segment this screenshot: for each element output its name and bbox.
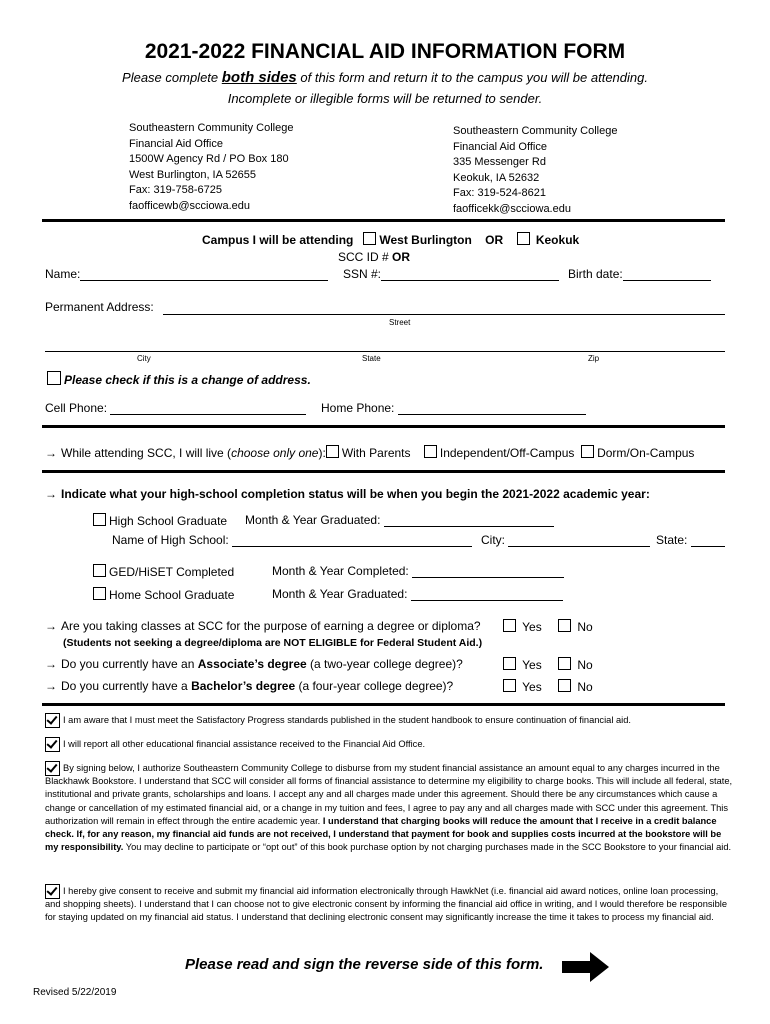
- home-phone-row: Home Phone:: [321, 401, 586, 415]
- associate-question: → Do you currently have an Associate’s degree (a two-year college degree)?: [45, 657, 463, 671]
- state-caption: State: [362, 354, 381, 363]
- home-school-checkbox[interactable]: [93, 587, 106, 600]
- street-caption: Street: [389, 318, 411, 327]
- office-line: 335 Messenger Rd: [453, 156, 546, 168]
- city-state-zip-field[interactable]: [45, 351, 725, 352]
- revision-date: Revised 5/22/2019: [33, 987, 117, 998]
- hs-month-year-row: Month & Year Graduated:: [245, 513, 554, 527]
- office-line: Fax: 319-758-6725: [129, 184, 222, 196]
- office-email: faofficekk@scciowa.edu: [453, 202, 571, 215]
- arrow-right-icon: →: [45, 487, 57, 501]
- hs-state-field[interactable]: [691, 534, 725, 547]
- bachelor-yes-checkbox[interactable]: [503, 679, 516, 692]
- living-arrangement-row: → While attending SCC, I will live (choose only one): With Parents Independent/Off-Campus Dorm/On-Campus: [45, 446, 695, 460]
- hs-name-row: Name of High School:: [112, 533, 472, 547]
- hs-graduate-checkbox[interactable]: [93, 513, 106, 526]
- office-line: Financial Aid Office: [129, 137, 223, 150]
- office-line: Keokuk, IA 52632: [453, 171, 540, 184]
- arrow-right-icon: →: [45, 446, 57, 460]
- degree-seeking-question: → Are you taking classes at SCC for the purpose of earning a degree or diploma?: [45, 619, 481, 633]
- ssn-field[interactable]: [381, 268, 559, 281]
- section-divider: [42, 703, 725, 706]
- hs-state-row: State:: [656, 533, 725, 547]
- street-field[interactable]: [163, 314, 725, 315]
- arrow-right-icon: →: [45, 657, 57, 671]
- office-line: 1500W Agency Rd / PO Box 180: [129, 153, 289, 165]
- reverse-side-notice: Please read and sign the reverse side of this form.: [185, 956, 544, 973]
- cell-phone-row: Cell Phone:: [45, 401, 306, 415]
- permanent-address-label: Permanent Address:: [45, 300, 154, 314]
- degree-seeking-yes-checkbox[interactable]: [503, 619, 516, 632]
- checked-checkbox-icon[interactable]: [45, 761, 60, 776]
- keokuk-checkbox[interactable]: [517, 232, 530, 245]
- hs-status-question: → Indicate what your high-school completion status will be when you begin the 2021-2022 academic year:: [45, 487, 650, 501]
- name-row: Name:: [45, 267, 328, 281]
- office-line: Southeastern Community College: [129, 122, 294, 134]
- agreement-bookstore: By signing below, I authorize Southeastern Community College to disburse from my student financial assistance an amount equal to any charges incurred in the Blackhawk Bookstore. I understand that SCC will consider all forms of financial assistance to determine my eligibility to charge books. This will include all federal, state, institutional and private grants, scholarships and loans. I accept any and all charges made under this agreement. Should there be any circumstances which cause a change or cancellation of my estimated financial aid, or a change in my tuition and fees, I agree to pay any and all charges made with SCC under this agreement. This authorization will remain in effect through the entire academic year. I understand that charging books will reduce the amount that I receive in a credit balance check. If, for any reason, my financial aid funds are not received, I understand that payment for book and supplies costs incurred at the bookstore will be my responsibility. You may decline to participate or “opt out” of this book purchase option by not charging purchases made in the SCC Bookstore to your financial aid.: [45, 763, 733, 853]
- city-caption: City: [137, 354, 151, 363]
- home-school-month-year-field[interactable]: [411, 588, 563, 601]
- ged-month-year-row: Month & Year Completed:: [272, 564, 564, 578]
- home-school-month-year-row: Month & Year Graduated:: [272, 587, 563, 601]
- hs-name-field[interactable]: [232, 534, 472, 547]
- section-divider: [42, 425, 725, 428]
- zip-caption: Zip: [588, 354, 600, 363]
- office-line: West Burlington, IA 52655: [129, 168, 256, 181]
- bachelor-yes: Yes: [503, 679, 542, 694]
- arrow-right-icon: [562, 952, 610, 982]
- west-burlington-office: [129, 121, 293, 214]
- campus-row: Campus I will be attending West Burlington OR Keokuk: [202, 233, 580, 247]
- with-parents-checkbox[interactable]: [326, 445, 339, 458]
- keokuk-office: [453, 124, 617, 217]
- degree-seeking-no-checkbox[interactable]: [558, 619, 571, 632]
- arrow-right-icon: →: [45, 619, 57, 633]
- hs-month-year-field[interactable]: [384, 514, 554, 527]
- agreement-satisfactory-progress: I am aware that I must meet the Satisfactory Progress standards published in the student handbook to ensure continuation of financial aid.: [45, 714, 735, 727]
- office-line: Fax: 319-524-8621: [453, 187, 546, 199]
- office-line: Southeastern Community College: [453, 125, 618, 137]
- degree-seeking-no: No: [558, 619, 593, 634]
- hs-city-field[interactable]: [508, 534, 650, 547]
- bachelor-no: No: [558, 679, 593, 694]
- home-phone-field[interactable]: [398, 402, 586, 415]
- west-burlington-checkbox[interactable]: [363, 232, 376, 245]
- bachelor-no-checkbox[interactable]: [558, 679, 571, 692]
- associate-yes: Yes: [503, 657, 542, 672]
- agreement-report-assistance: I will report all other educational financial assistance received to the Financial Aid Office.: [45, 738, 735, 751]
- office-line: Financial Aid Office: [453, 140, 547, 153]
- ssn-row: SSN #:: [343, 267, 559, 281]
- office-email: faofficewb@scciowa.edu: [129, 199, 251, 212]
- ged-month-year-field[interactable]: [412, 565, 564, 578]
- cell-phone-field[interactable]: [110, 402, 306, 415]
- associate-no: No: [558, 657, 593, 672]
- home-school-row: Home School Graduate: [93, 587, 234, 602]
- checked-checkbox-icon[interactable]: [45, 884, 60, 899]
- bachelor-question: → Do you currently have a Bachelor’s degree (a four-year college degree)?: [45, 679, 454, 693]
- dorm-checkbox[interactable]: [581, 445, 594, 458]
- ged-checkbox[interactable]: [93, 564, 106, 577]
- agreement-electronic-consent: I hereby give consent to receive and submit my financial aid information electronically through HawkNet (i.e. financial aid award notices, online loan processing, and shopping sheets). I understand that I can choose not to give electronic consent by informing the financial aid office in writing, and I would therefore be responsible for staying updated on my financial aid status. I understand that declining electronic consent may significantly increase the time it takes to process my financial aid.: [45, 886, 728, 923]
- birth-row: Birth date:: [568, 267, 711, 281]
- ged-row: GED/HiSET Completed: [93, 564, 234, 579]
- hs-city-row: City:: [481, 533, 650, 547]
- form-title: 2021-2022 FINANCIAL AID INFORMATION FORM: [144, 40, 626, 63]
- hs-graduate-row: High School Graduate: [93, 513, 227, 528]
- degree-seeking-yes: Yes: [503, 619, 542, 634]
- section-divider: [42, 470, 725, 473]
- associate-yes-checkbox[interactable]: [503, 657, 516, 670]
- change-of-address-row: Please check if this is a change of address.: [47, 371, 311, 387]
- associate-no-checkbox[interactable]: [558, 657, 571, 670]
- scc-id-label: SCC ID # OR: [338, 250, 411, 264]
- arrow-right-icon: →: [45, 679, 57, 693]
- section-divider: [42, 219, 725, 222]
- independent-checkbox[interactable]: [424, 445, 437, 458]
- name-field[interactable]: [80, 268, 328, 281]
- instructions-line-2: Incomplete or illegible forms will be returned to sender.: [227, 91, 543, 106]
- checked-checkbox-icon[interactable]: [45, 713, 60, 728]
- instructions-line-1: Please complete both sides of this form and return it to the campus you will be attending.: [122, 69, 648, 86]
- checked-checkbox-icon[interactable]: [45, 737, 60, 752]
- birth-date-field[interactable]: [623, 268, 711, 281]
- change-of-address-checkbox[interactable]: [47, 371, 61, 385]
- eligibility-note: (Students not seeking a degree/diploma are NOT ELIGIBLE for Federal Student Aid.): [63, 637, 483, 649]
